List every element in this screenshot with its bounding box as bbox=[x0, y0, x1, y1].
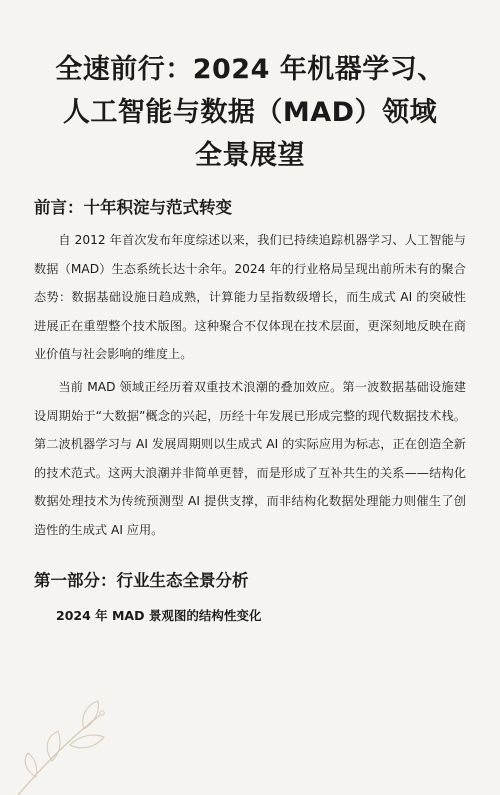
preface-heading: 前言：十年积淀与范式转变 bbox=[34, 198, 232, 217]
part1-heading: 第一部分：行业生态全景分析 bbox=[34, 570, 249, 590]
title-line-1: 全速前行：2024 年机器学习、 bbox=[55, 54, 445, 85]
title-line-2: 人工智能与数据（MAD）领域 bbox=[62, 97, 438, 128]
title-line-3: 全景展望 bbox=[195, 140, 305, 171]
preface-paragraph-2: 当前 MAD 领域正经历着双重技术浪潮的叠加效应。第一波数据基础设施建设周期始于“大数据”概念的兴起，历经十年发展已形成完整的现代数据技术栈。第二波机器学习与 AI 发展周期则以生成式 AI 的实际应用为标志，正在创造全新的技术范式。这两大浪潮并非简单更替，而是形成了互补共生的关系——结构化数据处理技术为传统预测型 AI 提供支撑，而非结构化数据处理能力则催生了创造性的生成式 AI 应用。 bbox=[34, 379, 466, 537]
document-title bbox=[34, 48, 466, 177]
part1-subheading: 2024 年 MAD 景观图的结构性变化 bbox=[56, 607, 262, 623]
preface-paragraph-1: 自 2012 年首次发布年度综述以来，我们已持续追踪机器学习、人工智能与数据（MAD）生态系统长达十余年。2024 年的行业格局呈现出前所未有的聚合态势：数据基础设施日趋成熟，计算能力呈指数级增长，而生成式 AI 的突破性进展正在重塑整个技术版图。这种聚合不仅体现在技术层面，更深刻地反映在商业价值与社会影响的维度上。 bbox=[34, 233, 466, 362]
